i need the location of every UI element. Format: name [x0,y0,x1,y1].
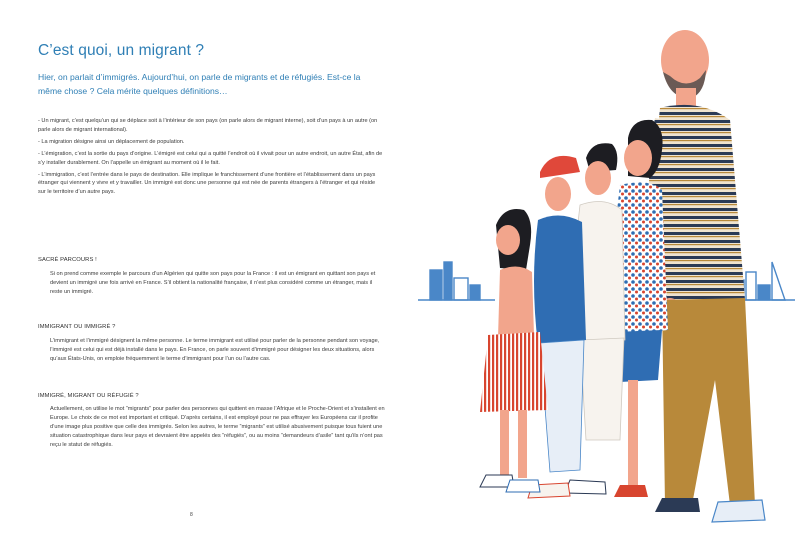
page-subtitle: Hier, on parlait d’immigrés. Aujourd’hui, on parle de migrants et de réfugiés. Est-ce la même chose ? Cela mérite quelques définitions… [38,72,361,96]
section-body-immigre-migrant-refugie: Actuellement, on utilise le mot “migrants” pour parler des personnes qui quittent en masse l’Afrique et le Proche-Orient et s’installent en Europe. Le choix de ce mot est important et critiqué. D’après certains, il est employé pour ne pas effrayer les Européens car il profite d’une image plus positive que celle des immigrés. Selon les autres, le terme “migrants” est utilisé abusivement puisque tous fuient une situation catastrophique dans leur pays et devraient être appelés des “réfugiés”, ou au moins “demandeurs d’asile” tant qu’ils n’ont pas reçu le statut de réfugiés. [50,406,385,448]
definition-migration: - La migration désigne ainsi un déplacement de population. [38,138,185,145]
section-heading-immigrant-ou-immigre: IMMIGRANT OU IMMIGRÉ ? [38,324,116,330]
page-title: C’est quoi, un migrant ? [38,42,205,59]
page-number: 8 [190,512,193,518]
definition-migrant: - Un migrant, c’est quelqu’un qui se déplace soit à l’intérieur de son pays (on parle alors de migrant interne), soit d’un pays à un autre (on parle alors de migrant international). [38,118,378,133]
definitions-list [38,117,383,200]
definition-emigration: - L’émigration, c’est la sortie du pays d’origine. L’émigré est celui qui a quitté l’endroit où il vivait pour un autre endroit, un autre État, afin de s’y installer durablement. On l’appelle un émigrant au moment où il le fait. [38,150,383,166]
section-heading-immigre-migrant-refugie: IMMIGRÉ, MIGRANT OU RÉFUGIÉ ? [38,393,139,399]
family-walking-illustration [400,0,800,541]
section-body-immigrant-ou-immigre: L’immigrant et l’immigré désignent la même personne. Le terme immigrant est utilisé pour parler de la personne pendant son voyage, l’immigré est celui qui est déjà installé dans le pays. En France, on parle souvent d’immigré pour désigner les deux situations, alors qu’aux États-Unis, on emploie fréquemment le terme d’immigrant pour l’un ou l’autre cas. [50,338,380,362]
city-skyline-left [418,262,495,300]
boy-red-cap-figure [528,156,586,498]
right-page [400,0,800,541]
definition-immigration: - L’immigration, c’est l’entrée dans le pays de destination. Elle implique le franchissement d’une frontière et l’établissement dans un pays étranger qui viennent y vivre et y travailler. Un immigré est donc une personne qui est née de parents étrangers à l’étranger et qui réside sur le territoire d’un autre pays. [38,171,376,196]
section-body-sacre-parcours: Si on prend comme exemple le parcours d’un Algérien qui quitte son pays pour la France : il est un émigrant en quittant son pays et devient un immigré une fois arrivé en France. S’il obtient la nationalité française, il n’est plus considéré comme un étranger, mais il reste un immigré. [50,271,376,295]
father-figure [649,30,765,522]
section-heading-sacre-parcours: SACRÉ PARCOURS ! [38,257,97,263]
